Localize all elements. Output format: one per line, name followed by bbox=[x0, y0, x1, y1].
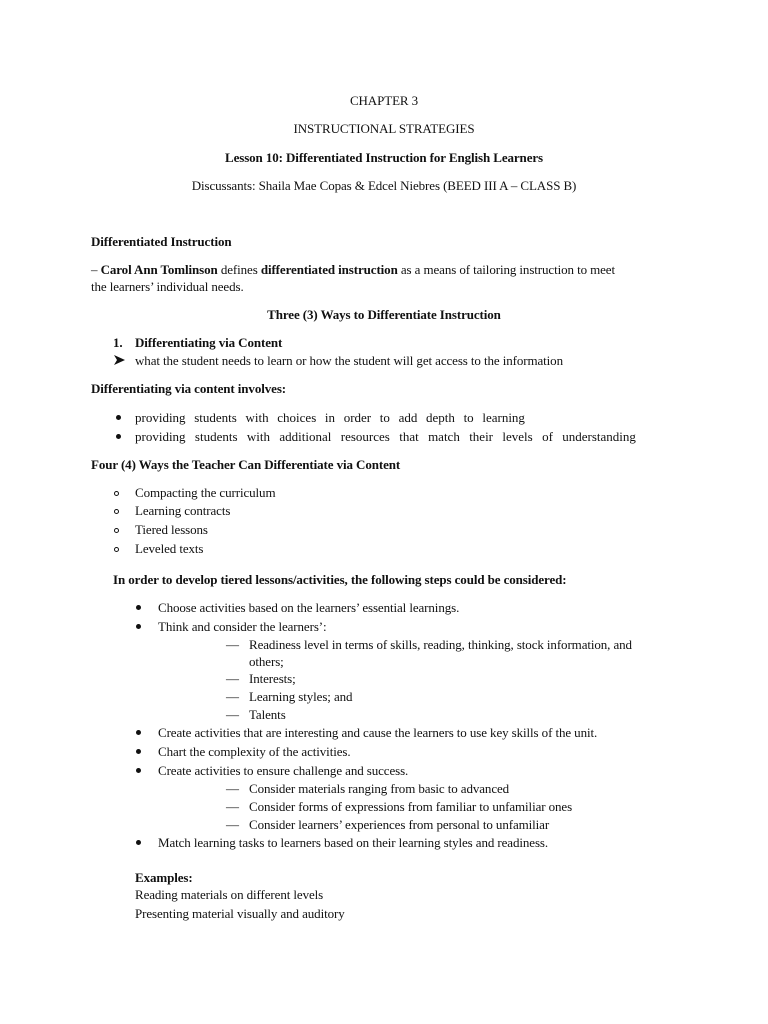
involves-item-2: providing students with additional resources that match their levels of understanding bbox=[135, 429, 636, 444]
subject-title: INSTRUCTIONAL STRATEGIES bbox=[293, 121, 475, 136]
three-ways-heading: Three (3) Ways to Differentiate Instruction bbox=[267, 307, 501, 322]
definition-author: Carol Ann Tomlinson bbox=[100, 262, 218, 277]
content-description: what the student needs to learn or how the student will get access to the information bbox=[135, 353, 563, 368]
bullet-dot-icon bbox=[136, 840, 141, 845]
bullet-circle-icon bbox=[114, 547, 119, 552]
definition-rest: as a means of tailoring instruction to meet bbox=[400, 262, 615, 277]
involves-heading: Differentiating via content involves: bbox=[91, 381, 287, 396]
example-item: Reading materials on different levels bbox=[135, 887, 324, 902]
content-item-title: Differentiating via Content bbox=[135, 335, 283, 350]
em-dash: — bbox=[226, 671, 239, 686]
tiered-step: Create activities to ensure challenge and success. bbox=[158, 763, 409, 778]
four-ways-heading: Four (4) Ways the Teacher Can Differentiate via Content bbox=[91, 457, 401, 472]
bullet-circle-icon bbox=[114, 491, 119, 496]
tiered-substep: Interests; bbox=[249, 671, 296, 686]
definition-dash: – bbox=[91, 262, 98, 277]
tiered-step: Chart the complexity of the activities. bbox=[158, 744, 351, 759]
bullet-dot-icon bbox=[116, 415, 121, 420]
tiered-step: Match learning tasks to learners based on their learning styles and readiness. bbox=[158, 835, 549, 850]
tiered-substep-continued: others; bbox=[249, 654, 284, 669]
tiered-step: Choose activities based on the learners’ essential learnings. bbox=[158, 600, 460, 615]
bullet-circle-icon bbox=[114, 509, 119, 514]
four-ways-item: Leveled texts bbox=[135, 541, 204, 556]
four-ways-item: Tiered lessons bbox=[135, 522, 208, 537]
tiered-substep: Talents bbox=[249, 707, 286, 722]
section-heading-differentiated-instruction: Differentiated Instruction bbox=[91, 234, 232, 249]
four-ways-item: Compacting the curriculum bbox=[135, 485, 276, 500]
definition-term: differentiated instruction bbox=[260, 262, 398, 277]
tiered-step: Think and consider the learners’: bbox=[158, 619, 327, 634]
em-dash: — bbox=[226, 799, 239, 814]
bullet-dot-icon bbox=[116, 434, 121, 439]
em-dash: — bbox=[226, 817, 239, 832]
list-number-1: 1. bbox=[113, 335, 123, 350]
tiered-substep: Consider materials ranging from basic to advanced bbox=[249, 781, 510, 796]
bullet-dot-icon bbox=[136, 768, 141, 773]
bullet-dot-icon bbox=[136, 605, 141, 610]
chapter-title: CHAPTER 3 bbox=[349, 93, 419, 108]
bullet-dot-icon bbox=[136, 624, 141, 629]
tiered-step: Create activities that are interesting and cause the learners to use key skills of the unit. bbox=[158, 725, 598, 740]
lesson-title: Lesson 10: Differentiated Instruction for English Learners bbox=[225, 150, 543, 165]
em-dash: — bbox=[226, 637, 239, 652]
bullet-dot-icon bbox=[136, 730, 141, 735]
bullet-dot-icon bbox=[136, 749, 141, 754]
em-dash: — bbox=[226, 689, 239, 704]
tiered-substep: Learning styles; and bbox=[249, 689, 353, 704]
example-item: Presenting material visually and auditory bbox=[135, 906, 345, 921]
tiered-substep: Readiness level in terms of skills, reading, thinking, stock information, and bbox=[249, 637, 632, 652]
definition-line-1 bbox=[91, 262, 615, 278]
tiered-heading: In order to develop tiered lessons/activities, the following steps could be considered: bbox=[113, 572, 567, 587]
bullet-circle-icon bbox=[114, 528, 119, 533]
arrow-bullet-icon bbox=[114, 355, 125, 365]
em-dash: — bbox=[226, 781, 239, 796]
examples-heading: Examples: bbox=[135, 870, 193, 885]
definition-verb: defines bbox=[220, 262, 258, 277]
tiered-substep: Consider learners’ experiences from personal to unfamiliar bbox=[249, 817, 550, 832]
definition-line-2: the learners’ individual needs. bbox=[91, 279, 244, 294]
em-dash: — bbox=[226, 707, 239, 722]
involves-item-1: providing students with choices in order to add depth to learning bbox=[135, 410, 525, 425]
tiered-substep: Consider forms of expressions from familiar to unfamiliar ones bbox=[249, 799, 573, 814]
discussants-line: Discussants: Shaila Mae Copas & Edcel Niebres (BEED III A – CLASS B) bbox=[191, 178, 577, 193]
four-ways-item: Learning contracts bbox=[135, 503, 231, 518]
